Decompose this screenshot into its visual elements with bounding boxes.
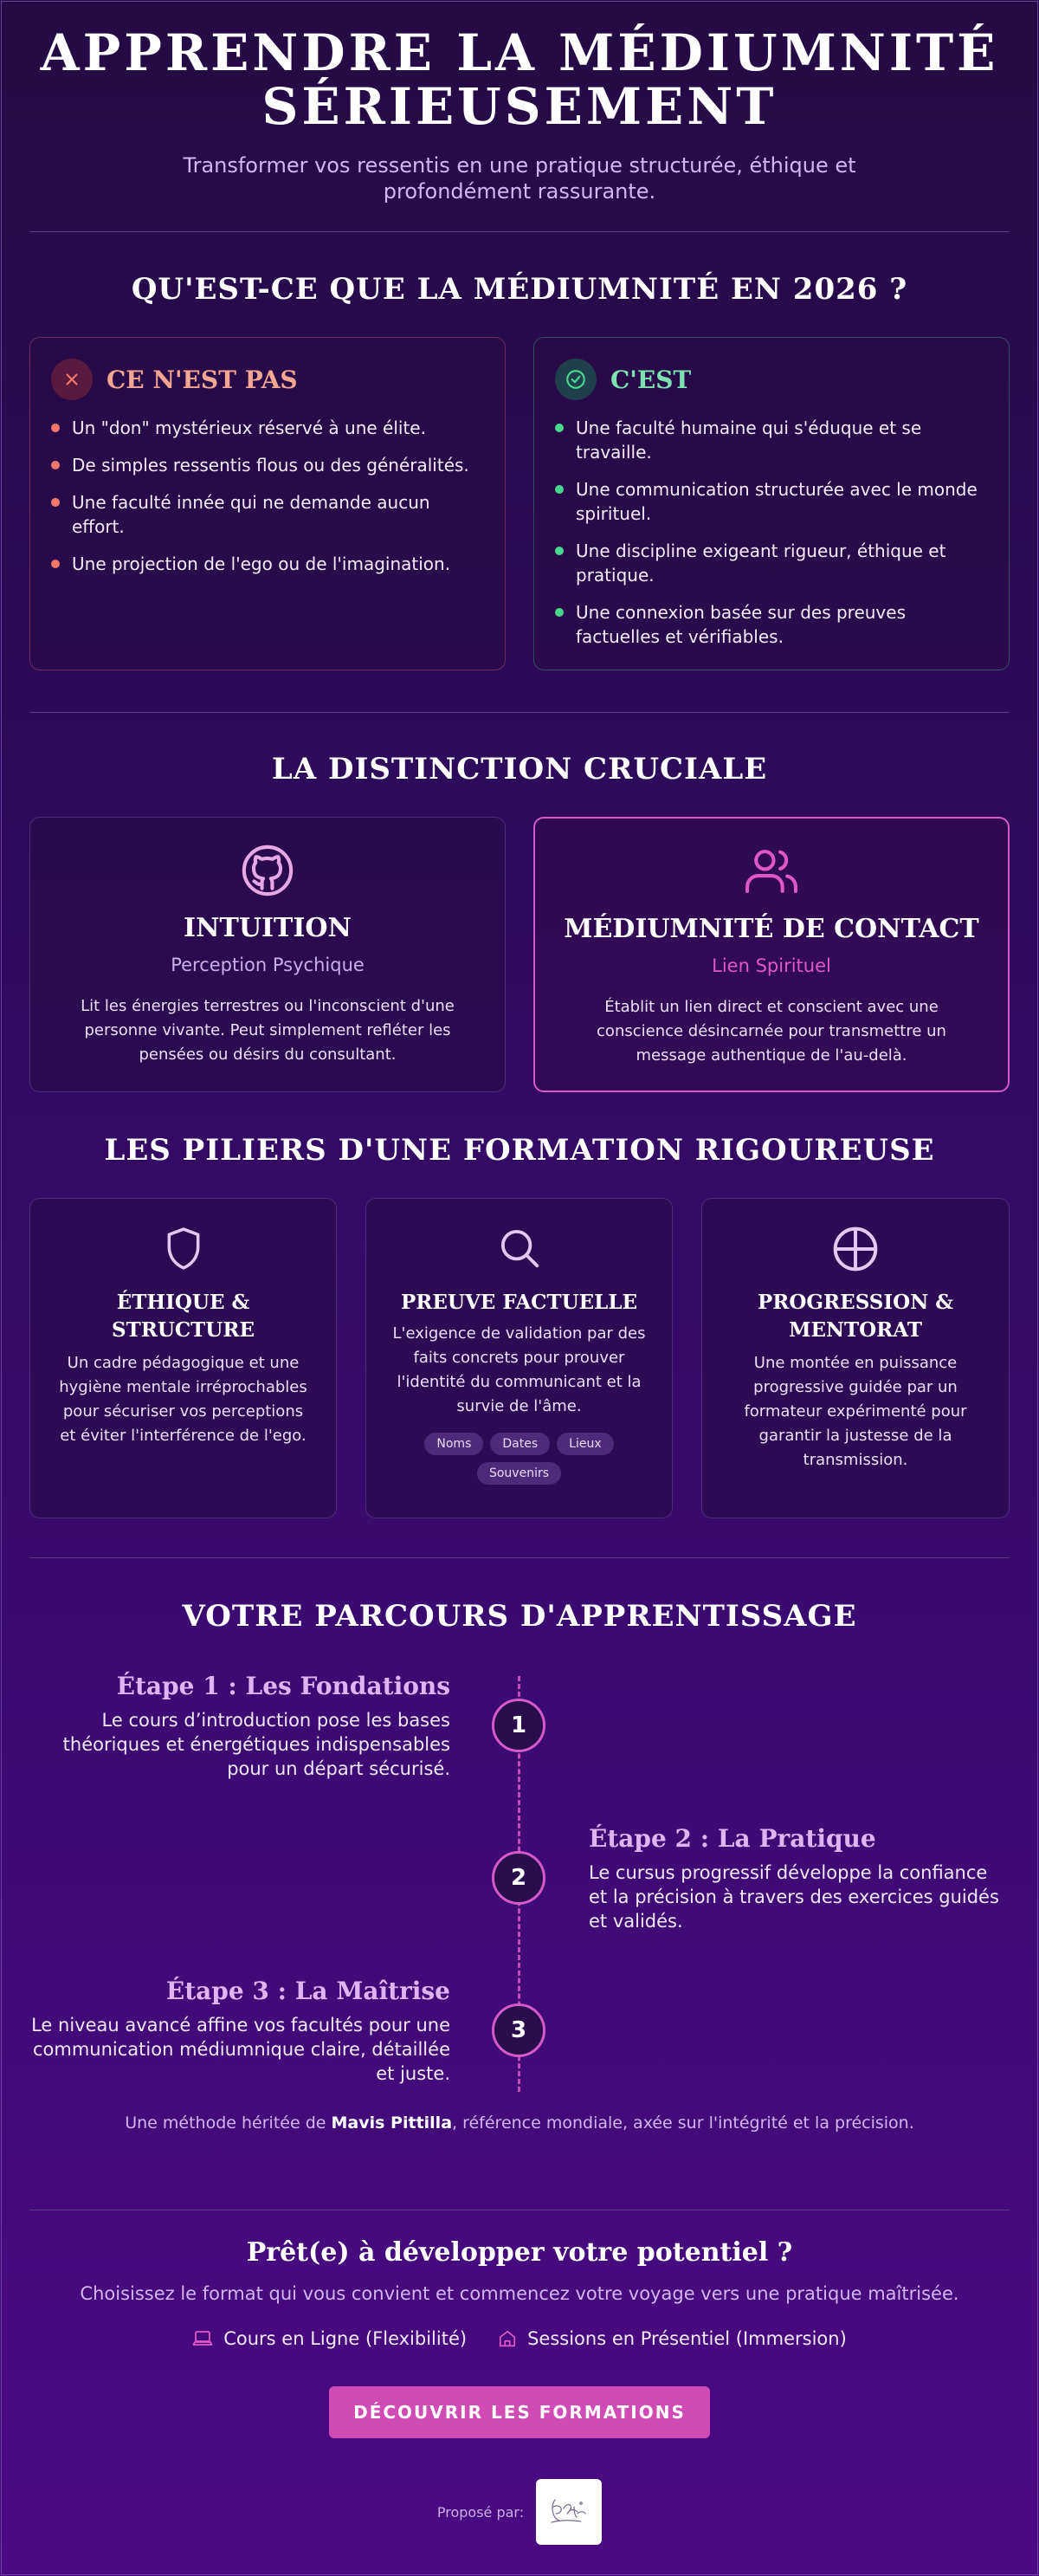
hero	[0, 23, 1039, 204]
tag: Dates	[490, 1433, 550, 1455]
contact-subtitle: Lien Spirituel	[712, 955, 831, 976]
card-is	[533, 337, 1010, 670]
step-2-marker: 2	[492, 1851, 545, 1905]
laptop-icon	[192, 2329, 213, 2348]
divider	[29, 712, 1010, 713]
users-icon	[743, 845, 800, 898]
progression-icon-wrap	[702, 1225, 1009, 1273]
card-not-heading: CE N'EST PAS	[106, 365, 298, 394]
discover-formations-button[interactable]: DÉCOUVRIR LES FORMATIONS	[329, 2386, 710, 2438]
home-icon	[498, 2329, 517, 2348]
search-icon	[496, 1225, 543, 1272]
pillar-ethics-desc: Un cadre pédagogique et une hygiène mentale irréprochables pour sécuriser vos perceptions et éviter l'interférence de l'ego.	[59, 1354, 307, 1445]
not-list	[51, 416, 484, 589]
tag: Noms	[424, 1433, 483, 1455]
pillar-ethics-title: ÉTHIQUE & STRUCTURE	[111, 1291, 255, 1342]
format-onsite	[498, 2328, 847, 2349]
intuition-desc: Lit les énergies terrestres ou l'inconscient d'une personne vivante. Peut simplement refléter les pensées ou désirs du consultant.	[81, 997, 455, 1064]
intuition-icon-wrap	[30, 844, 505, 897]
ethics-icon-wrap	[30, 1225, 336, 1273]
step-1-desc: Le cours d’introduction pose les bases théoriques et énergétiques indispensables pour un départ sécurisé.	[62, 1710, 450, 1779]
list-item: De simples ressentis flous ou des généralités.	[51, 453, 484, 477]
page-title	[0, 23, 1039, 136]
section-title-what: QU'EST-CE QUE LA MÉDIUMNITÉ EN 2026 ?	[131, 272, 908, 307]
pillar-proof	[365, 1198, 673, 1518]
intuition-title: INTUITION	[184, 913, 352, 943]
contact-desc: Établit un lien direct et conscient avec une conscience désincarnée pour transmettre un message authentique de l'au-delà.	[597, 998, 946, 1065]
legacy-name: Mavis Pittilla	[331, 2113, 453, 2133]
proposed-by	[0, 2479, 1039, 2545]
pillar-ethics	[29, 1198, 337, 1518]
title-line-2: SÉRIEUSEMENT	[261, 77, 778, 136]
tag: Souvenirs	[477, 1462, 561, 1485]
check-circle-icon	[555, 359, 597, 400]
step-1-title: Étape 1 : Les Fondations	[116, 1672, 450, 1700]
list-item: Une communication structurée avec le monde spirituel.	[555, 477, 988, 526]
pillar-proof-desc: L'exigence de validation par des faits concrets pour prouver l'identité du communicant et la survie de l'âme.	[392, 1324, 646, 1415]
step-2-title: Étape 2 : La Pratique	[589, 1824, 876, 1853]
proof-icon-wrap	[366, 1225, 672, 1272]
legacy-prefix: Une méthode héritée de	[125, 2113, 332, 2133]
list-item: Une connexion basée sur des preuves factuelles et vérifiables.	[555, 600, 988, 649]
list-item: Une projection de l'ego ou de l'imagination.	[51, 552, 484, 576]
list-item: Une discipline exigeant rigueur, éthique et pratique.	[555, 539, 988, 587]
cta-title: Prêt(e) à développer votre potentiel ?	[246, 2237, 793, 2268]
section-title-pillars: LES PILIERS D'UNE FORMATION RIGOUREUSE	[104, 1133, 935, 1168]
shield-icon	[162, 1225, 205, 1273]
title-line-1: APPRENDRE LA MÉDIUMNITÉ	[40, 23, 999, 82]
hero-subtitle: Transformer vos ressentis en une pratique structurée, éthique et profondément rassurante.	[183, 153, 856, 204]
formats	[0, 2328, 1039, 2349]
step-3-title: Étape 3 : La Maîtrise	[165, 1977, 450, 2005]
x-icon	[51, 359, 93, 400]
intuition-subtitle: Perception Psychique	[171, 955, 365, 975]
divider	[29, 1557, 1010, 1558]
logo[interactable]	[536, 2479, 602, 2545]
card-contact	[533, 817, 1010, 1092]
format-online-label: Cours en Ligne (Flexibilité)	[223, 2328, 468, 2349]
is-list	[555, 416, 988, 662]
list-item: Une faculté humaine qui s'éduque et se travaille.	[555, 416, 988, 464]
card-not	[29, 337, 506, 670]
pillar-proof-title: PREUVE FACTUELLE	[400, 1291, 638, 1314]
divider	[29, 231, 1010, 232]
section-title-journey: VOTRE PARCOURS D'APPRENTISSAGE	[182, 1599, 857, 1634]
proposed-by-label: Proposé par:	[436, 2503, 525, 2521]
section-title-distinction: LA DISTINCTION CRUCIALE	[271, 752, 768, 786]
legacy-suffix: , référence mondiale, axée sur l'intégrité et la précision.	[452, 2113, 914, 2133]
list-item: Un "don" mystérieux réservé à une élite.	[51, 416, 484, 440]
card-intuition	[29, 817, 506, 1092]
contact-icon-wrap	[535, 845, 1008, 898]
tag: Lieux	[557, 1433, 613, 1455]
pillar-progression	[701, 1198, 1010, 1518]
cta-subtitle: Choisissez le format qui vous convient et commencez votre voyage vers une pratique maîtrisée.	[80, 2283, 959, 2304]
card-is-heading: C'EST	[610, 365, 692, 394]
legacy-note	[0, 2113, 1039, 2133]
proof-tags	[418, 1433, 620, 1485]
format-online	[192, 2328, 467, 2349]
step-1-marker: 1	[492, 1699, 545, 1752]
github-icon	[241, 844, 294, 897]
step-3-desc: Le niveau avancé affine vos facultés pour une communication médiumnique claire, détaillée et juste.	[31, 2015, 450, 2084]
pillar-progression-desc: Une montée en puissance progressive guidée par un formateur expérimenté pour garantir la justesse de la transmission.	[744, 1354, 967, 1469]
contact-title: MÉDIUMNITÉ DE CONTACT	[564, 914, 979, 944]
signature-logo-icon	[543, 2491, 595, 2533]
step-3-marker: 3	[492, 2003, 545, 2057]
step-2-desc: Le cursus progressif développe la confiance et la précision à travers des exercices guidés et validés.	[589, 1862, 999, 1932]
crosshair-icon	[831, 1225, 880, 1273]
card-is-header	[555, 359, 691, 400]
pillar-progression-title: PROGRESSION & MENTORAT	[757, 1291, 954, 1342]
list-item: Une faculté innée qui ne demande aucun effort.	[51, 490, 484, 539]
format-onsite-label: Sessions en Présentiel (Immersion)	[527, 2328, 847, 2349]
card-not-header	[51, 359, 298, 400]
